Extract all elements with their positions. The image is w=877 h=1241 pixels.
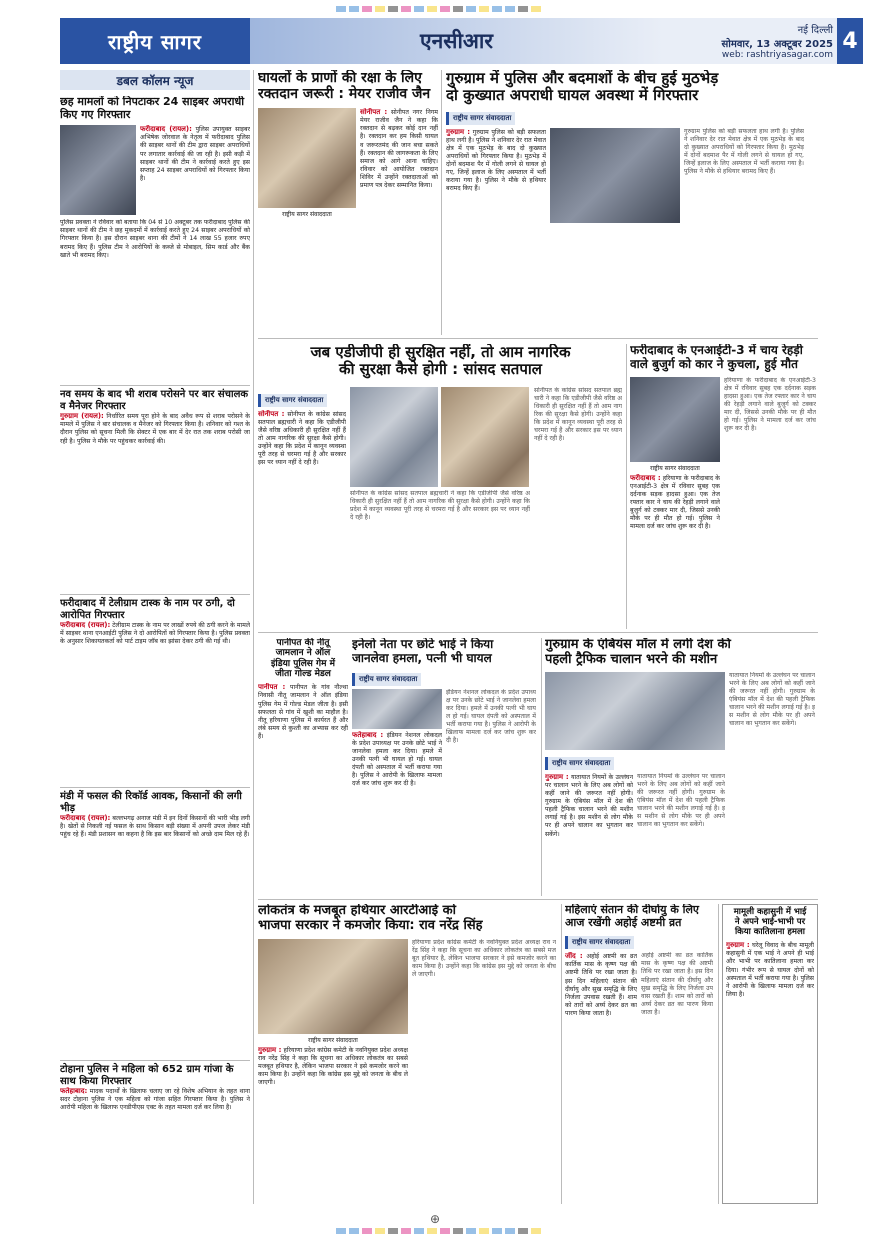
story-subheadline: वाले बुजुर्ग को कार ने कुचला, हुई मौत <box>630 356 798 371</box>
story-dateline: सोनीपत : <box>360 108 388 117</box>
photo-caption: राष्ट्रीय सागर संवाददाता <box>650 464 700 472</box>
blood-donation-story <box>258 70 438 335</box>
story-dateline: फरीदाबाद (रायल): <box>60 621 111 630</box>
story-headline: घायलों के प्राणों की रक्षा के लिए <box>258 70 422 86</box>
story-dateline: फतेहाबाद : <box>352 730 384 739</box>
story-dateline: गुरुग्राम : <box>258 1045 282 1054</box>
story-continuation: यातायात नियमों के उल्लंघन पर चालान भरने के लिए अब लोगों को कहीं जाने की जरूरत नहीं होगी। गुरुग्राम के एंबियंस मॉल में देश की पहली ट्रैफिक चालान भरने की मशीन लगाई गई है। इस मशीन से लोग मौके पर ही अपने चालान का भुगतान कर सकेंगे। <box>637 772 725 829</box>
column-divider <box>253 70 254 1204</box>
story-continuation: इंडियन नेशनल लोकदल के प्रदेश उपाध्यक्ष पर उनके छोटे भाई ने जानलेवा हमला कर दिया। हमले में उनकी पत्नी भी घायल हो गई। घायल दंपती को अस्पताल में भर्ती कराया गया है। पुलिस ने आरोपी के खिलाफ मामला दर्ज कर जांच शुरू कर दी है। <box>446 688 536 745</box>
bureau-tag: राष्ट्रीय सागर संवाददाता <box>258 394 327 407</box>
story-continuation: यातायात नियमों के उल्लंघन पर चालान भरने के लिए अब लोगों को कहीं जाने की जरूरत नहीं होगी। गुरुग्राम के एंबियंस मॉल में देश की पहली ट्रैफिक चालान भरने की मशीन लगाई गई है। इस मशीन से लोग मौके पर ही अपने चालान का भुगतान कर सकेंगे। <box>729 671 815 728</box>
story-headline: मंडी में फसल की रिकॉर्ड आवक, किसानों की लगी भीड़ <box>60 787 250 814</box>
meeting-photo <box>441 387 529 487</box>
mp-satpal-photo <box>350 387 438 487</box>
ahoi-ashtami-story <box>565 904 715 1204</box>
story-headline: नव समय के बाद भी शराब परोसने पर बार संचालक व मैनेजर गिरफ्तार <box>60 385 250 412</box>
story-dateline: सोनीपत : <box>258 409 285 418</box>
story-subheadline: दो कुख्यात अपराधी घायल अवस्था में गिरफ्तार <box>446 86 699 105</box>
story-dateline: पानीपत : <box>258 683 286 692</box>
story-body: सोनीपत के कांग्रेस सांसद सतपाल ब्रह्मचारी ने कहा कि एडीजीपी जैसे वरिष्ठ अधिकारी ही सुरक्षित नहीं हैं तो आम नागरिक की सुरक्षा कैसे होगी। उन्होंने कहा कि प्रदेश में कानून व्यवस्था पूरी तरह से चरमरा गई है और सरकार इस पर ध्यान नहीं दे रही है। <box>258 410 346 467</box>
story-headline: गुरुग्राम में पुलिस और बदमाशों के बीच हुई मुठभेड़ <box>446 70 719 87</box>
story-dateline: गुरुग्राम : <box>545 772 569 781</box>
story-continuation: सोनीपत के कांग्रेस सांसद सतपाल ब्रह्मचारी ने कहा कि एडीजीपी जैसे वरिष्ठ अधिकारी ही सुरक्षित नहीं हैं तो आम नागरिक की सुरक्षा कैसे होगी। उन्होंने कहा कि प्रदेश में कानून व्यवस्था पूरी तरह से चरमरा गई है और सरकार इस पर ध्यान नहीं दे रही है। <box>350 489 530 521</box>
story-body: घरेलू विवाद के बीच मामूली कहासुनी में एक भाई ने अपने ही भाई और भाभी पर कातिलाना हमला कर दिया। गंभीर रूप से घायल दोनों को अस्पताल में भर्ती कराया गया है। पुलिस ने आरोपी के खिलाफ मामला दर्ज कर लिया है। <box>726 942 814 998</box>
rti-story <box>258 904 558 1204</box>
story-subheadline: रक्तदान जरूरी : मेयर राजीव जैन <box>258 86 431 103</box>
ambience-mall-story <box>545 638 818 896</box>
double-column-banner: डबल कॉलम न्यूज <box>60 70 250 90</box>
story-headline: जब एडीजीपी ही सुरक्षित नहीं, तो आम नागरिक <box>310 344 571 361</box>
section-title: एनसीआर <box>420 29 493 53</box>
story-dateline: फतेहाबाद: <box>60 1087 88 1096</box>
column-divider <box>561 904 562 1204</box>
story-body: गुरुग्राम पुलिस को बड़ी सफलता हाथ लगी है। पुलिस ने शनिवार देर रात मेवात क्षेत्र में एक मुठभेड़ के बाद दो कुख्यात अपराधियों को गिरफ्तार किया है। मुठभेड़ में दोनों बदमाश पैर में गोली लगने से घायल हो गए, जिन्हें इलाज के लिए अस्पताल में भर्ती कराया गया है। पुलिस ने मौके से हथियार बरामद किए हैं। <box>446 128 546 193</box>
police-press-conference-photo <box>550 128 680 223</box>
edition-info <box>663 18 863 64</box>
story-subheadline: आज रखेंगी अहोई अष्टमी व्रत <box>565 915 682 929</box>
accident-scene-photo <box>630 377 720 462</box>
story-body: मादक पदार्थों के खिलाफ चलाए जा रहे विशेष अभियान के तहत थाना सदर टोहाना पुलिस ने एक महिला को गांजा सहित गिरफ्तार किया है। पुलिस ने आरोपी महिला के खिलाफ एनडीपीएस एक्ट के तहत मामला दर्ज कर लिया है। <box>60 1088 250 1112</box>
double-column-news <box>60 96 250 1204</box>
story-continuation: हरियाणा के फरीदाबाद के एनआईटी-3 क्षेत्र में रविवार सुबह एक दर्दनाक सड़क हादसा हुआ। एक तेज रफ्तार कार ने चाय की रेहड़ी लगाने वाले बुजुर्ग को टक्कर मार दी, जिससे उनकी मौके पर ही मौत हो गई। पुलिस ने मामला दर्ज कर जांच शुरू कर दी है। <box>724 376 816 433</box>
story-body: अहोई अष्टमी का व्रत कार्तिक मास के कृष्ण पक्ष की अष्टमी तिथि पर रखा जाता है। इस दिन महिलाएं संतान की दीर्घायु और सुख समृद्धि के लिए निर्जला उपवास रखती हैं। शाम को तारों को अर्घ्य देकर व्रत का पारण किया जाता है। <box>565 953 637 1017</box>
neetu-gold-medal-story <box>258 638 348 896</box>
story-headline-line: जामलान ने ऑल <box>275 648 331 659</box>
story-dateline: गुरुग्राम : <box>726 941 750 950</box>
column-divider <box>626 344 627 629</box>
story-body: हरियाणा प्रदेश कांग्रेस कमेटी के नवनियुक्त प्रदेश अध्यक्ष राव नरेंद्र सिंह ने कहा कि सूचना का अधिकार लोकतंत्र का सबसे मजबूत हथियार है, लेकिन भाजपा सरकार ने इसे कमजोर करने का काम किया है। उन्होंने कहा कि कांग्रेस इस मुद्दे को जनता के बीच ले जाएगी। <box>258 1046 408 1087</box>
bureau-tag: राष्ट्रीय सागर संवाददाता <box>446 112 515 125</box>
paper-name: राष्ट्रीय सागर <box>108 29 202 54</box>
bureau-tag: राष्ट्रीय सागर संवाददाता <box>545 757 614 770</box>
story-headline: महिलाएं संतान की दीर्घायु के लिए <box>565 904 700 916</box>
bureau-tag: राष्ट्रीय सागर संवाददाता <box>352 673 421 686</box>
inld-attack-story <box>352 638 538 896</box>
story-headline: लोकतंत्र के मजबूत हथियार आरटीआई को <box>258 904 456 918</box>
column-divider <box>718 904 719 1204</box>
photo-caption: राष्ट्रीय सागर संवाददाता <box>308 1036 358 1044</box>
story-continuation: सोनीपत के कांग्रेस सांसद सतपाल ब्रह्मचारी ने कहा कि एडीजीपी जैसे वरिष्ठ अधिकारी ही सुरक्षित नहीं हैं तो आम नागरिक की सुरक्षा कैसे होगी। उन्होंने कहा कि प्रदेश में कानून व्यवस्था पूरी तरह से चरमरा गई है और सरकार इस पर ध्यान नहीं दे रही है। <box>534 386 622 443</box>
story-continuation: अहोई अष्टमी का व्रत कार्तिक मास के कृष्ण पक्ष की अष्टमी तिथि पर रखा जाता है। इस दिन महिलाएं संतान की दीर्घायु और सुख समृद्धि के लिए निर्जला उपवास रखती हैं। शाम को तारों को अर्घ्य देकर व्रत का पारण किया जाता है। <box>641 952 713 1016</box>
press-conference-photo <box>258 939 408 1034</box>
story-continuation: हरियाणा प्रदेश कांग्रेस कमेटी के नवनियुक्त प्रदेश अध्यक्ष राव नरेंद्र सिंह ने कहा कि सूचना का अधिकार लोकतंत्र का सबसे मजबूत हथियार है, लेकिन भाजपा सरकार ने इसे कमजोर करने का काम किया है। उन्होंने कहा कि कांग्रेस इस मुद्दे को जनता के बीच ले जाएगी। <box>412 938 556 979</box>
story-dateline: गुरुग्राम (रायल): <box>60 412 104 421</box>
story-subheadline: पहली ट्रैफिक चालान भरने की मशीन <box>545 651 718 667</box>
story-body: टेलीग्राम टास्क के नाम पर लाखों रुपये की ठगी करने के मामले में साइबर थाना एनआईटी पुलिस ने दो आरोपितों को गिरफ्तार किया है। पुलिस प्रवक्ता के अनुसार शिकायतकर्ता को पार्ट टाइम जॉब का झांसा देकर ठगी की गई थी। <box>60 622 250 646</box>
inld-leader-photo <box>352 689 442 729</box>
story-headline: मामूली कहासुनी में भाई <box>733 907 807 917</box>
gurugram-encounter-story <box>446 70 816 335</box>
column-divider <box>441 70 442 335</box>
section-divider <box>258 632 818 633</box>
paper-nameplate <box>60 18 250 64</box>
traffic-machine-launch-photo <box>545 672 725 750</box>
story-dateline: फरीदाबाद (रायल): <box>60 814 111 823</box>
story-headline-line: किया कातिलाना हमला <box>734 926 805 937</box>
story-dateline: फरीदाबाद (रायल): <box>140 125 192 134</box>
faridabad-accident-story <box>630 344 818 629</box>
story-dateline: जींद : <box>565 952 583 961</box>
photo-caption: राष्ट्रीय सागर संवाददाता <box>282 211 332 219</box>
bureau-tag: राष्ट्रीय सागर संवाददाता <box>565 936 634 949</box>
crosshair-icon: ⊕ <box>430 1212 441 1226</box>
edition-city: नई दिल्ली <box>797 25 833 36</box>
story-subheadline: की सुरक्षा कैसे होगी : सांसद सतपाल <box>339 360 542 379</box>
story-body: बल्लभगढ़ अनाज मंडी में इन दिनों किसानों की भारी भीड़ लगी है। खेतों से निकली नई फसल के साथ किसान बड़ी संख्या में अपनी उपज लेकर मंडी पहुंच रहे हैं। मंडी प्रशासन का कहना है कि इस बार किसानों को अच्छे दाम मिल रहे हैं। <box>60 815 250 839</box>
story-body: इंडियन नेशनल लोकदल के प्रदेश उपाध्यक्ष पर उनके छोटे भाई ने जानलेवा हमला कर दिया। हमले में उनकी पत्नी भी घायल हो गई। घायल दंपती को अस्पताल में भर्ती कराया गया है। पुलिस ने आरोपी के खिलाफ मामला दर्ज कर जांच शुरू कर दी है। <box>352 731 442 788</box>
story-dateline: गुरुग्राम : <box>446 127 471 136</box>
story-subheadline: जानलेवा हमला, पत्नी भी घायल <box>352 650 492 665</box>
sp-satpal-story <box>258 344 623 629</box>
story-headline-line: ने अपने भाई-भाभी पर <box>734 916 806 927</box>
story-headline: छह मामलों को निपटाकर 24 साइबर अपराधी किए गए गिरफ्तार <box>60 96 245 121</box>
column-divider <box>541 638 542 896</box>
story-continuation: गुरुग्राम पुलिस को बड़ी सफलता हाथ लगी है। पुलिस ने शनिवार देर रात मेवात क्षेत्र में एक मुठभेड़ के बाद दो कुख्यात अपराधियों को गिरफ्तार किया है। मुठभेड़ में दोनों बदमाश पैर में गोली लगने से घायल हो गए, जिन्हें इलाज के लिए अस्पताल में भर्ती कराया गया है। पुलिस ने मौके से हथियार बरामद किए हैं। <box>684 127 804 175</box>
story-headline: पानीपत की नीतू <box>276 638 330 648</box>
sibling-attack-story <box>722 904 818 1204</box>
story-body: हरियाणा के फरीदाबाद के एनआईटी-3 क्षेत्र में रविवार सुबह एक दर्दनाक सड़क हादसा हुआ। एक तेज रफ्तार कार ने चाय की रेहड़ी लगाने वाले बुजुर्ग को टक्कर मार दी, जिससे उनकी मौके पर ही मौत हो गई। पुलिस ने मामला दर्ज कर जांच शुरू कर दी है। <box>630 474 720 531</box>
website-link[interactable]: web: rashtriyasagar.com <box>721 50 833 60</box>
story-dateline: फरीदाबाद : <box>630 473 661 482</box>
story-body: पुलिस प्रवक्ता ने रविवार को बताया कि 04 से 10 अक्टूबर तक फरीदाबाद पुलिस की साइबर थानों की टीम ने छह मुकदमों में कार्रवाई करते हुए 24 साइबर अपराधियों को गिरफ्तार किया है। इस दौरान साइबर थाना की टीमों ने 14 लाख 55 हजार रुपए बरामद किए हैं। पुलिस टीम ने आरोपियों के कब्जे से मोबाइल, सिम कार्ड और बैंक खाते भी बरामद किए। <box>60 219 250 259</box>
bottom-registration-marks <box>0 1226 877 1236</box>
section-divider <box>258 338 818 339</box>
story-headline: फरीदाबाद के एनआईटी-3 में चाय रेहड़ी <box>630 344 803 357</box>
section-divider <box>258 899 818 900</box>
story-body: निर्धारित समय पूरा होने के बाद अवैध रूप से शराब परोसने के मामले में पुलिस ने बार संचालक व मैनेजर को गिरफ्तार किया है। शनिवार को गश्त के दौरान पुलिस को सूचना मिली कि सेक्टर में एक बार में देर रात तक शराब परोसी जा रही है। पुलिस ने मौके पर पहुंचकर कार्रवाई की। <box>60 413 250 445</box>
story-headline: फरीदाबाद में टेलीग्राम टास्क के नाम पर ठगी, दो आरोपित गिरफ्तार <box>60 594 250 621</box>
story-headline: टोहाना पुलिस ने महिला को 652 ग्राम गांजा के साथ किया गिरफ्तार <box>60 1060 250 1087</box>
story-headline-line: जीता गोल्ड मेडल <box>275 669 331 680</box>
story-headline: गुरुग्राम के एंबियंस मॉल में लगी देश की <box>545 638 731 652</box>
masthead <box>60 18 863 64</box>
story-body: यातायात नियमों के उल्लंघन पर चालान भरने के लिए अब लोगों को कहीं जाने की जरूरत नहीं होगी। गुरुग्राम के एंबियंस मॉल में देश की पहली ट्रैफिक चालान भरने की मशीन लगाई गई है। इस मशीन से लोग मौके पर ही अपने चालान का भुगतान कर सकेंगे। <box>545 773 633 838</box>
top-registration-marks <box>0 4 877 14</box>
section-banner <box>250 18 663 64</box>
story-headline-line: इंडिया पुलिस गेम में <box>271 658 335 669</box>
page-number: 4 <box>837 18 863 64</box>
story-subheadline: भाजपा सरकार ने कमजोर किया: राव नरेंद्र सिंह <box>258 917 483 933</box>
story-lead: पुलिस उपायुक्त साइबर अभिषेक जोरवाल के नेतृत्व में फरीदाबाद पुलिस की साइबर थानों की टीम द्वारा साइबर अपराधियों पर लगातार कार्रवाई की जा रही है। इसी कड़ी में साइबर थानों की टीम ने कार्रवाई करते हुए इस सप्ताह 24 साइबर अपराधियों को गिरफ्तार किया है। <box>140 126 250 182</box>
police-officer-photo <box>60 125 136 215</box>
story-body: सोनीपत नगर निगम मेयर राजीव जैन ने कहा कि रक्तदान से बढ़कर कोई दान नहीं है। रक्तदान कर हम किसी घायल व जरूरतमंद की जान बचा सकते हैं। रक्तदान की जागरूकता के लिए समाज को आगे आना चाहिए। रविवार को आयोजित रक्तदान शिविर में उन्होंने रक्तदाताओं को प्रमाण पत्र देकर सम्मानित किया। <box>360 109 438 190</box>
story-body: पानीपत के गांव नौल्था निवासी नीतू जामलान ने ऑल इंडिया पुलिस गेम में गोल्ड मेडल जीता है। इसी सफलता से गांव में खुशी का माहौल है। नीतू हरियाणा पुलिस में कार्यरत हैं और लंबे समय से कुश्ती का अभ्यास कर रही हैं। <box>258 684 348 740</box>
story-headline: इनेलो नेता पर छोटे भाई ने किया <box>352 638 494 651</box>
edition-date: सोमवार, 13 अक्टूबर 2025 <box>721 39 833 50</box>
blood-donation-photo <box>258 108 356 208</box>
